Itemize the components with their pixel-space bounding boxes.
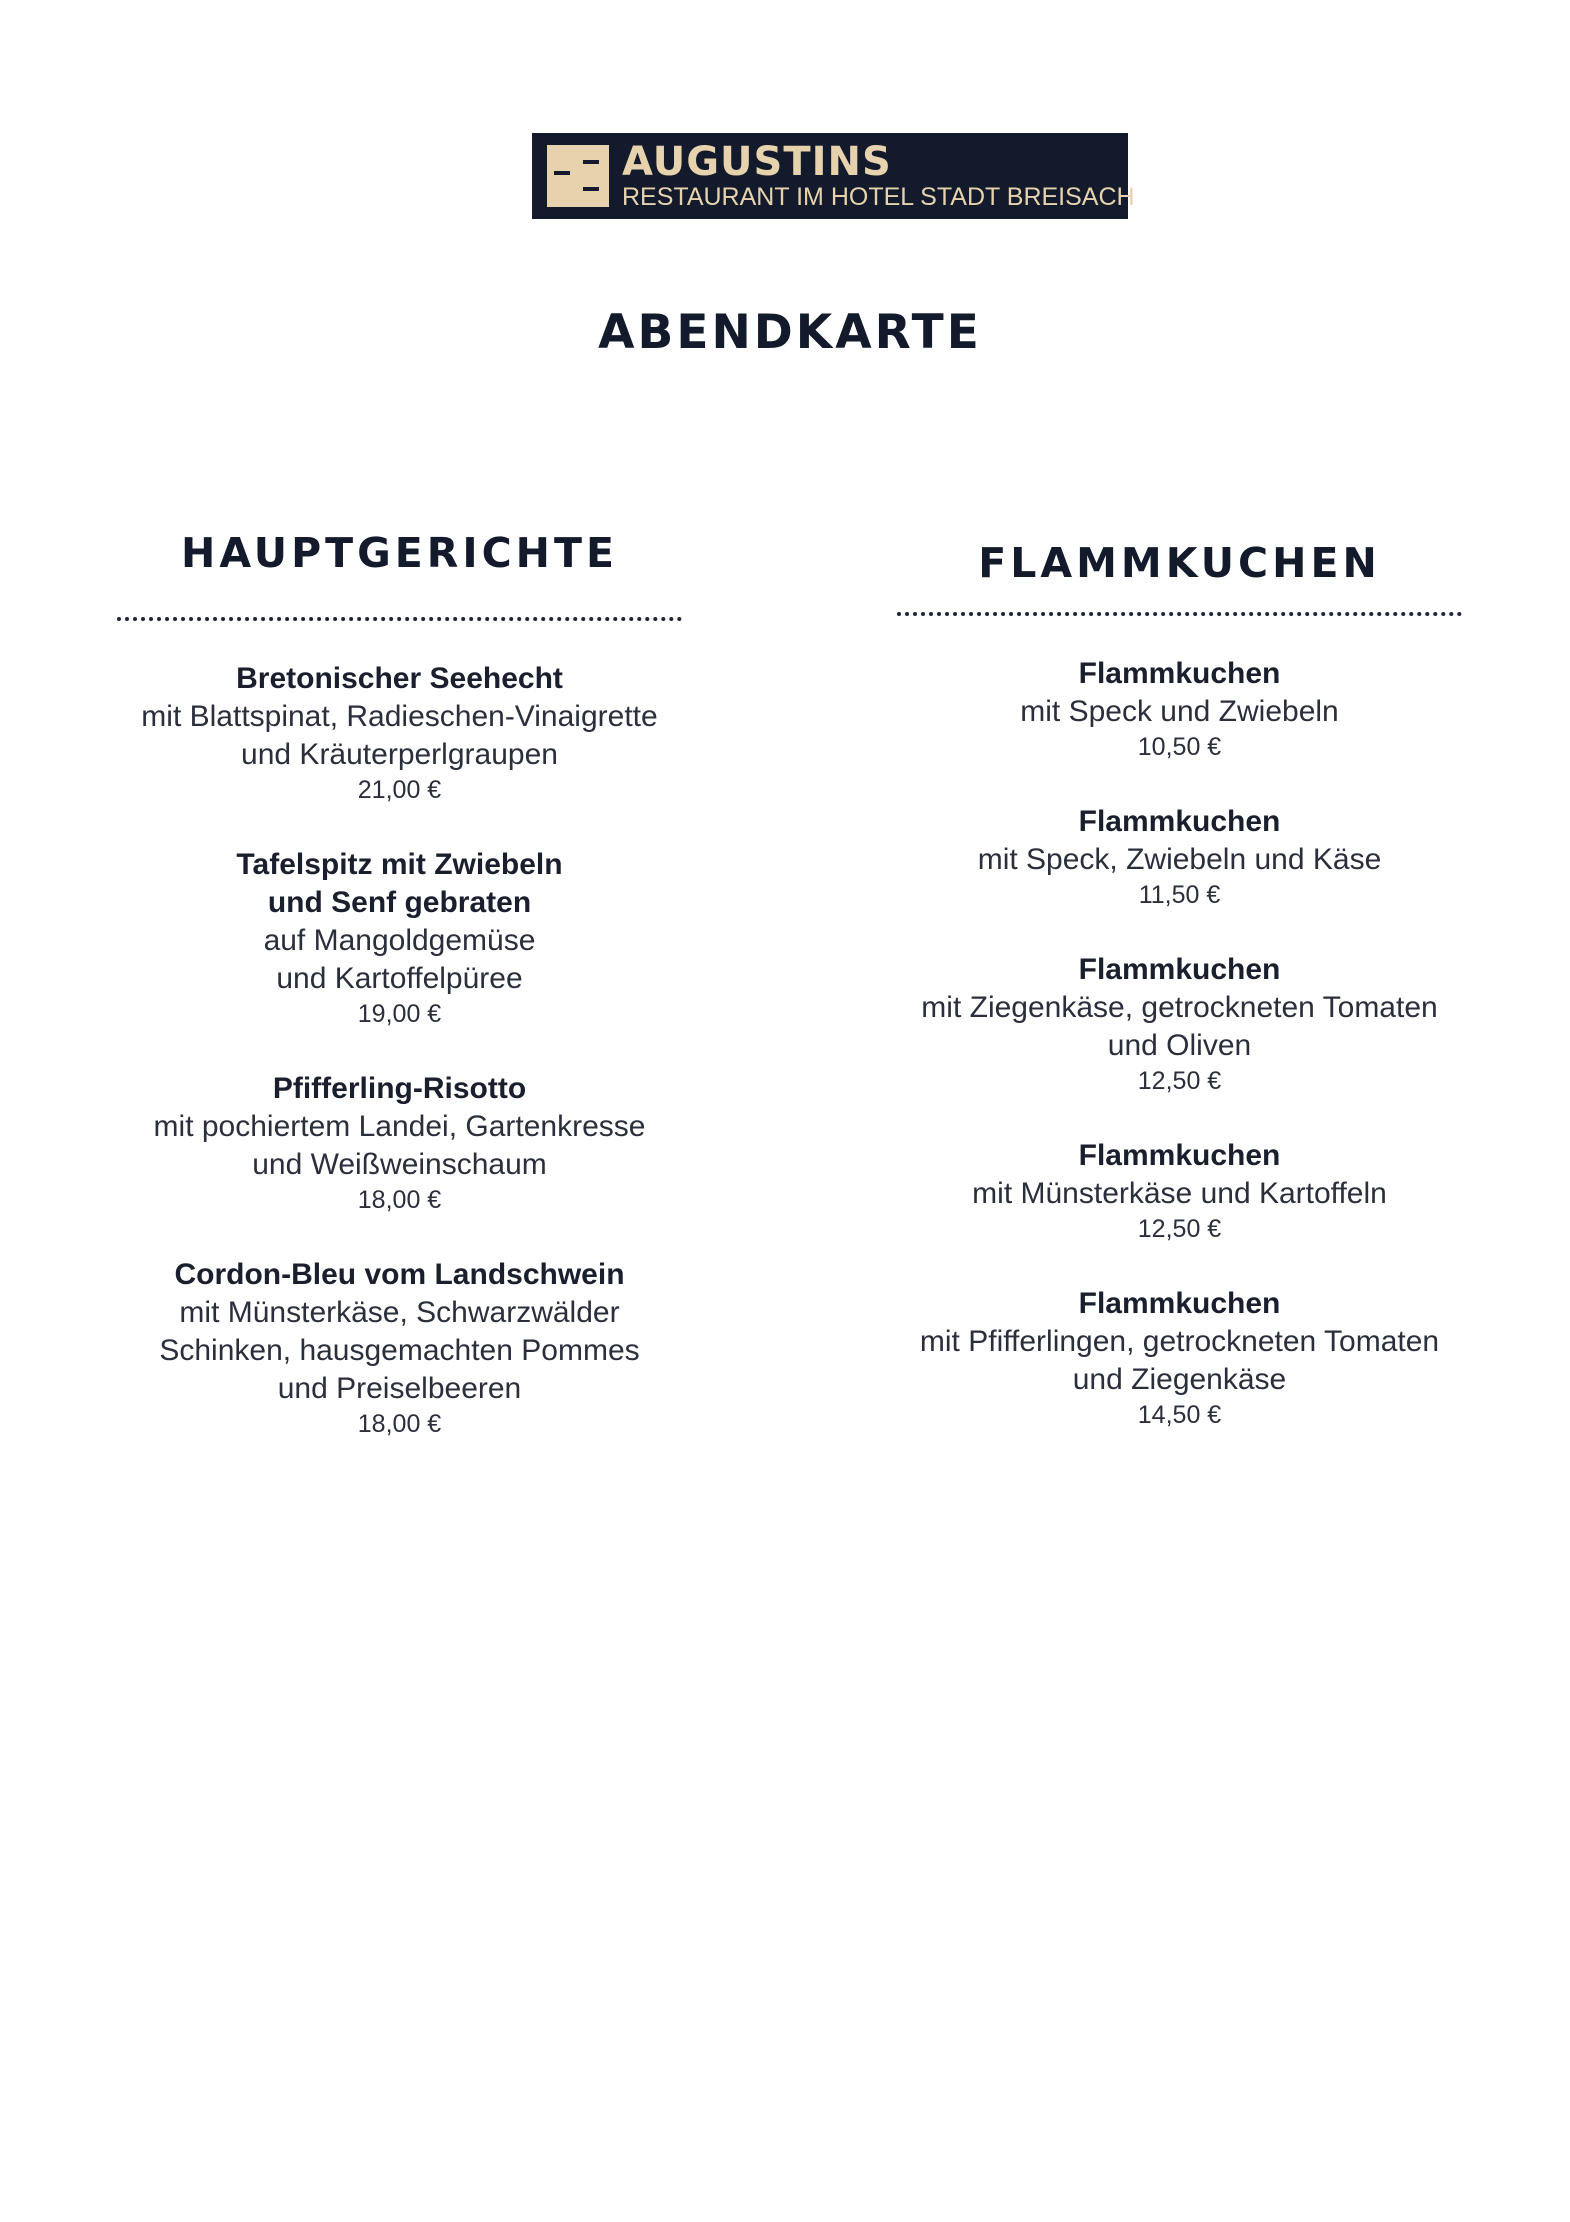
section-divider: [897, 612, 1462, 616]
logo-mark-icon: [547, 145, 609, 207]
menu-item: [897, 1137, 1462, 1245]
item-name: Tafelspitz mit Zwiebeln: [236, 848, 563, 881]
item-description: mit Pfifferlingen, getrockneten Tomaten: [919, 1325, 1440, 1358]
menu-item: [897, 1285, 1462, 1431]
section-title: FLAMMKUCHEN: [978, 539, 1381, 587]
item-price: 18,00 €: [357, 1410, 442, 1438]
item-price: 14,50 €: [1137, 1401, 1222, 1429]
item-description: auf Mangoldgemüse: [263, 924, 536, 957]
item-description: mit Ziegenkäse, getrockneten Tomaten: [921, 991, 1438, 1024]
menu-item: [897, 655, 1462, 763]
item-price: 12,50 €: [1137, 1215, 1222, 1243]
item-price: 11,50 €: [1138, 881, 1221, 909]
item-name: Flammkuchen: [1078, 1139, 1281, 1172]
item-price: 10,50 €: [1137, 733, 1222, 761]
item-price: 12,50 €: [1137, 1067, 1222, 1095]
item-description: und Kartoffelpüree: [276, 962, 523, 995]
logo-subtitle: RESTAURANT IM HOTEL STADT BREISACH: [622, 183, 1135, 211]
item-description: mit Speck und Zwiebeln: [1020, 695, 1339, 728]
menu-item-list: [117, 660, 682, 1440]
item-description: mit Blattspinat, Radieschen-Vinaigrette: [141, 700, 658, 733]
item-name: Pfifferling-Risotto: [272, 1072, 527, 1105]
flammkuchen-section: [897, 537, 1462, 1431]
hauptgerichte-section: [117, 527, 682, 1440]
section-title: HAUPTGERICHTE: [181, 529, 618, 577]
menu-item: [897, 803, 1462, 911]
logo-name: AUGUSTINS: [622, 139, 892, 185]
menu-item-list: [897, 655, 1462, 1431]
item-description: mit Münsterkäse und Kartoffeln: [972, 1177, 1387, 1210]
item-description: und Oliven: [1107, 1029, 1252, 1062]
page-title: ABENDKARTE: [598, 305, 982, 360]
item-name: Cordon-Bleu vom Landschwein: [174, 1258, 625, 1291]
item-description: Schinken, hausgemachten Pommes: [159, 1334, 640, 1367]
menu-item: [117, 1070, 682, 1216]
item-name: Bretonischer Seehecht: [236, 662, 563, 695]
item-description: mit pochiertem Landei, Gartenkresse: [153, 1110, 646, 1143]
section-divider: [117, 617, 682, 621]
item-description: mit Speck, Zwiebeln und Käse: [977, 843, 1382, 876]
menu-item: [897, 951, 1462, 1097]
menu-item: [117, 1256, 682, 1440]
item-description: und Ziegenkäse: [1072, 1363, 1287, 1396]
item-name: und Senf gebraten: [267, 886, 532, 919]
restaurant-logo: [532, 133, 1135, 219]
item-price: 19,00 €: [357, 1000, 442, 1028]
item-price: 18,00 €: [357, 1186, 442, 1214]
item-description: und Kräuterperlgraupen: [241, 738, 558, 771]
item-name: Flammkuchen: [1078, 1287, 1281, 1320]
menu-item: [117, 846, 682, 1030]
item-description: und Weißweinschaum: [252, 1148, 547, 1181]
item-description: und Preiselbeeren: [277, 1372, 522, 1405]
item-name: Flammkuchen: [1078, 657, 1281, 690]
item-name: Flammkuchen: [1078, 953, 1281, 986]
item-price: 21,00 €: [357, 776, 442, 804]
item-description: mit Münsterkäse, Schwarzwälder: [179, 1296, 620, 1329]
item-name: Flammkuchen: [1078, 805, 1281, 838]
menu-item: [117, 660, 682, 806]
